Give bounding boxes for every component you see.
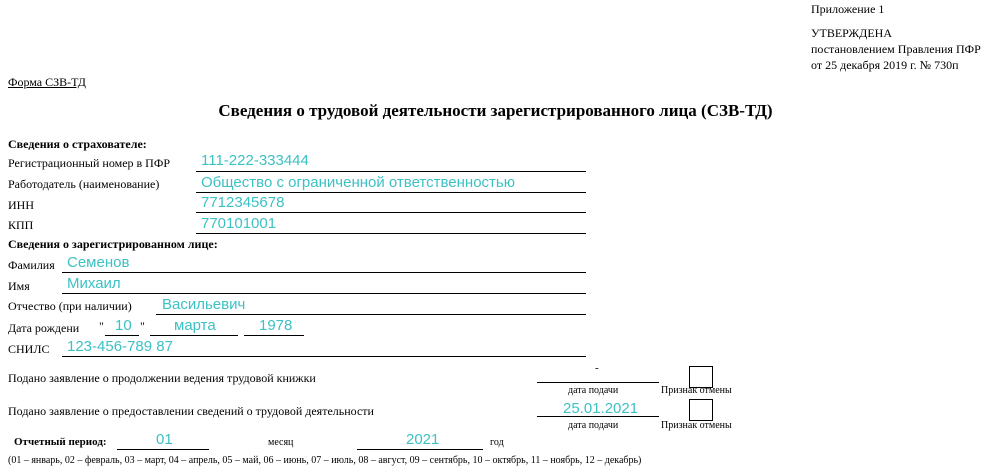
provide-application-label: Подано заявление о предоставлении сведений о трудовой деятельности: [8, 404, 374, 418]
patronymic-line: [156, 314, 586, 315]
period-label: Отчетный период:: [14, 436, 107, 448]
provide-cancel-checkbox[interactable]: [689, 399, 713, 421]
birth-quote-open: ": [99, 319, 104, 333]
period-year-value[interactable]: 2021: [406, 431, 440, 448]
period-month-value[interactable]: 01: [156, 431, 173, 448]
patronymic-value[interactable]: Васильевич: [162, 296, 246, 313]
birth-year-line: [244, 335, 304, 336]
birth-quote-close: ": [140, 319, 145, 333]
kpp-label: КПП: [8, 218, 34, 232]
reg-number-line: [196, 171, 586, 172]
continue-application-label: Подано заявление о продолжении ведения трудовой книжки: [8, 371, 316, 385]
name-label: Имя: [8, 279, 30, 293]
snils-line: [62, 356, 586, 357]
birth-label: Дата рождени: [8, 321, 80, 335]
provide-date-caption: дата подачи: [568, 420, 619, 431]
approved-date: от 25 декабря 2019 г. № 730п: [811, 58, 959, 72]
provide-cancel-caption: Признак отмены: [661, 420, 732, 431]
approved-by: постановлением Правления ПФР: [811, 42, 981, 56]
name-line: [62, 293, 586, 294]
inn-label: ИНН: [8, 198, 34, 212]
period-year-line: [357, 449, 483, 450]
employer-label: Работодатель (наименование): [8, 177, 160, 191]
approved-label: УТВЕРЖДЕНА: [811, 26, 893, 40]
birth-day-value[interactable]: 10: [115, 317, 132, 334]
kpp-line: [196, 233, 586, 234]
continue-date-line: [537, 382, 659, 383]
provide-date-line: [537, 416, 659, 417]
employer-value[interactable]: Общество с ограниченной ответственностью: [201, 174, 515, 191]
snils-value[interactable]: 123-456-789 87: [67, 338, 173, 355]
birth-year-value[interactable]: 1978: [259, 317, 293, 334]
patronymic-label: Отчество (при наличии): [8, 299, 132, 313]
snils-label: СНИЛС: [8, 342, 50, 356]
surname-line: [62, 272, 586, 273]
insurer-section-title: Сведения о страхователе:: [8, 137, 147, 151]
period-year-label: год: [490, 437, 504, 448]
birth-month-value[interactable]: марта: [174, 317, 216, 334]
name-value[interactable]: Михаил: [67, 275, 121, 292]
period-month-label: месяц: [268, 437, 294, 448]
person-section-title: Сведения о зарегистрированном лице:: [8, 237, 218, 251]
birth-day-line: [105, 335, 139, 336]
period-month-line: [117, 449, 209, 450]
employer-line: [196, 192, 586, 193]
page-title: Сведения о трудовой деятельности зарегистрированного лица (СЗВ-ТД): [218, 101, 773, 120]
inn-line: [196, 212, 586, 213]
continue-date-value[interactable]: -: [595, 362, 599, 374]
provide-date-value[interactable]: 25.01.2021: [563, 400, 639, 417]
inn-value[interactable]: 7712345678: [201, 194, 285, 211]
continue-cancel-caption: Признак отмены: [661, 385, 732, 396]
continue-date-caption: дата подачи: [568, 385, 619, 396]
appendix-label: Приложение 1: [811, 2, 885, 16]
kpp-value[interactable]: 770101001: [201, 215, 277, 232]
surname-value[interactable]: Семенов: [67, 254, 130, 271]
reg-number-value[interactable]: 111-222-333444: [201, 152, 309, 169]
form-name: Форма СЗВ-ТД: [8, 75, 86, 89]
surname-label: Фамилия: [8, 258, 55, 272]
period-legend: (01 – январь, 02 – февраль, 03 – март, 04 – апрель, 05 – май, 06 – июнь, 07 – июль, 08 – август, 09 – сентябрь, 10 – октябрь, 11 – ноябрь, 12 – декабрь): [8, 455, 642, 466]
reg-number-label: Регистрационный номер в ПФР: [8, 156, 170, 170]
birth-month-line: [150, 335, 238, 336]
